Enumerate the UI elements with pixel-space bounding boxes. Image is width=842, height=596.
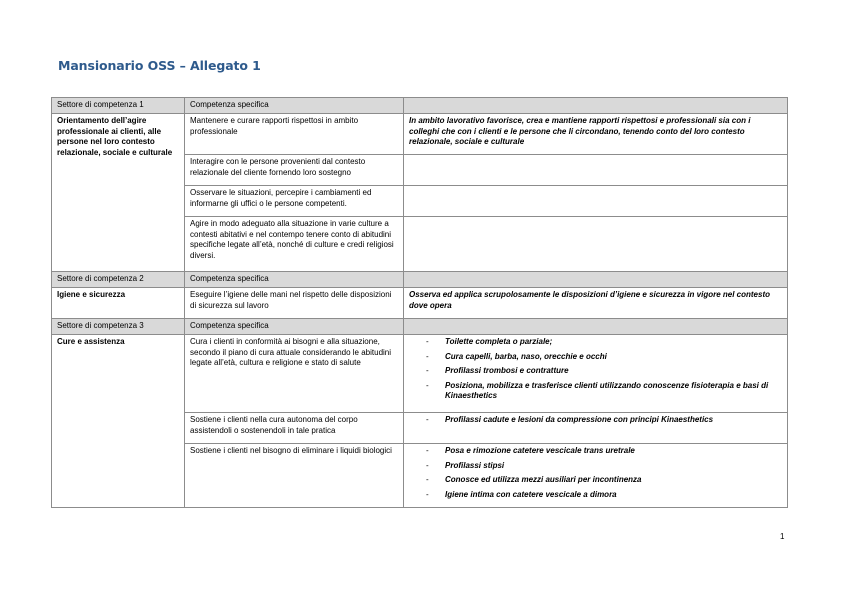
competenza-cell: Sostiene i clienti nel bisogno di eliminare i liquidi biologici <box>185 444 404 508</box>
activity-list <box>409 446 782 500</box>
descrizione-cell <box>404 444 788 508</box>
list-item: - Cura capelli, barba, naso, orecchie e occhi <box>426 352 782 363</box>
header-settore: Settore di competenza 2 <box>52 272 185 288</box>
header-competenza: Competenza specifica <box>185 319 404 335</box>
section-header-2 <box>52 272 788 288</box>
descrizione-cell <box>404 335 788 413</box>
descrizione-cell: In ambito lavorativo favorisce, crea e mantiene rapporti rispettosi e professionali sia con i colleghi che con i clienti e le persone che li circondano, tenendo conto del loro contesto relazionale, sociale e culturale <box>404 114 788 155</box>
list-item: - Igiene intima con catetere vescicale a dimora <box>426 490 782 501</box>
list-item: - Toilette completa o parziale; <box>426 337 782 348</box>
document-title: Mansionario OSS – Allegato 1 <box>58 58 261 73</box>
competence-table <box>51 97 788 508</box>
competenza-cell: Cura i clienti in conformità ai bisogni e alla situazione, secondo il piano di cura attuale considerando le abitudini legate all’età, cultura e religione e stato di salute <box>185 335 404 413</box>
settore-cell: Igiene e sicurezza <box>52 288 185 319</box>
descrizione-cell: Osserva ed applica scrupolosamente le disposizioni d’igiene e sicurezza in vigore nel contesto dove opera <box>404 288 788 319</box>
page-number: 1 <box>780 532 785 541</box>
header-competenza: Competenza specifica <box>185 98 404 114</box>
competenza-cell: Mantenere e curare rapporti rispettosi in ambito professionale <box>185 114 404 155</box>
header-settore: Settore di competenza 3 <box>52 319 185 335</box>
activity-list <box>409 415 782 426</box>
settore-cell: Cure e assistenza <box>52 335 185 508</box>
list-item: - Conosce ed utilizza mezzi ausiliari per incontinenza <box>426 475 782 486</box>
list-item: - Profilassi stipsi <box>426 461 782 472</box>
section-header-3 <box>52 319 788 335</box>
header-competenza: Competenza specifica <box>185 272 404 288</box>
activity-list <box>409 337 782 402</box>
competenza-cell: Interagire con le persone provenienti dal contesto relazionale del cliente fornendo loro sostegno <box>185 155 404 186</box>
competenza-cell: Eseguire l’igiene delle mani nel rispetto delle disposizioni di sicurezza sul lavoro <box>185 288 404 319</box>
list-item: - Posa e rimozione catetere vescicale trans uretrale <box>426 446 782 457</box>
list-item: - Posiziona, mobilizza e trasferisce clienti utilizzando conoscenze fisioterapia e basi di Kinaesthetics <box>426 381 782 402</box>
table-row <box>52 335 788 413</box>
header-empty <box>404 319 788 335</box>
table-row <box>52 288 788 319</box>
section-header-1 <box>52 98 788 114</box>
competenza-cell: Sostiene i clienti nella cura autonoma del corpo assistendoli o sostenendoli in tale pratica <box>185 413 404 444</box>
descrizione-cell <box>404 217 788 272</box>
descrizione-cell <box>404 413 788 444</box>
header-empty <box>404 98 788 114</box>
list-item: - Profilassi cadute e lesioni da compressione con principi Kinaesthetics <box>426 415 782 426</box>
header-settore: Settore di competenza 1 <box>52 98 185 114</box>
descrizione-cell <box>404 186 788 217</box>
competenza-cell: Agire in modo adeguato alla situazione in varie culture a contesti abitativi e nel contempo tenere conto di abitudini specifiche legate all’età, nonché di culture e credi religiosi diversi. <box>185 217 404 272</box>
table-row <box>52 114 788 155</box>
descrizione-cell <box>404 155 788 186</box>
settore-cell: Orientamento dell’agire professionale ai clienti, alle persone nel loro contesto relazionale, sociale e culturale <box>52 114 185 272</box>
list-item: - Profilassi trombosi e contratture <box>426 366 782 377</box>
competenza-cell: Osservare le situazioni, percepire i cambiamenti ed informarne gli uffici o le persone competenti. <box>185 186 404 217</box>
header-empty <box>404 272 788 288</box>
